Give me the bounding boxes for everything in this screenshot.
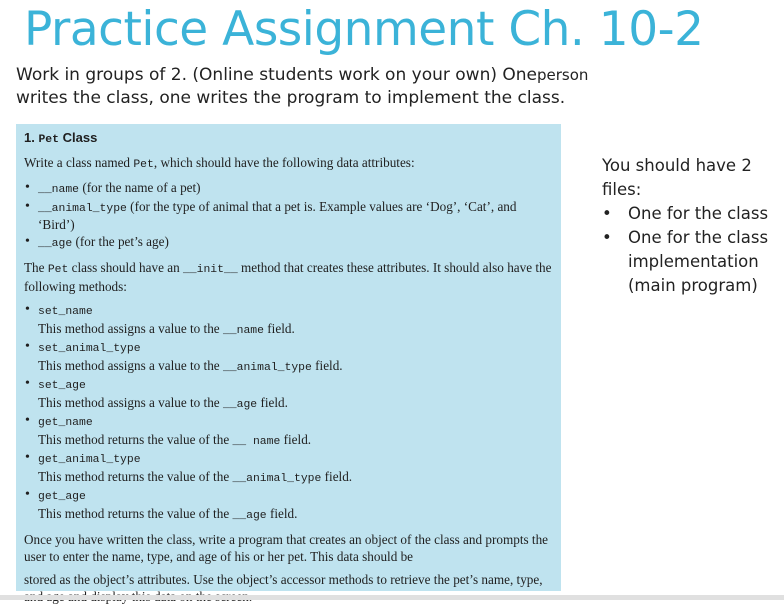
side-note-list (602, 202, 772, 298)
instructions-text-line2: writes the class, one writes the program to implement the class. (16, 88, 566, 108)
list-item: • One for the class implementation (main program) (602, 226, 772, 298)
attr-text: (for the pet’s age) (72, 233, 169, 249)
heading-number: 1. (24, 130, 35, 145)
page-title: Practice Assignment Ch. 10-2 (24, 2, 704, 57)
method-desc (38, 506, 556, 525)
text: method that creates these attributes. It should also have the following methods: (24, 260, 552, 294)
code: __init__ (182, 264, 238, 276)
code: __age (222, 398, 258, 411)
method-name: set_name (38, 306, 93, 318)
method-name: set_animal_type (38, 343, 141, 355)
list-item (24, 339, 556, 376)
heading-code: Pet (38, 134, 59, 146)
attr-text: (for the type of animal that a pet is. Example values are ‘Dog’, ‘Cat’, and ‘Bird’) (38, 198, 517, 232)
textbook-excerpt (16, 124, 561, 591)
list-item (24, 413, 556, 450)
text: field. (315, 357, 343, 373)
method-desc (38, 469, 556, 488)
code: Pet (47, 264, 69, 276)
method-desc (38, 395, 556, 414)
bottom-divider (0, 595, 784, 600)
list-item (24, 180, 556, 199)
excerpt-heading (24, 130, 556, 149)
method-name: set_age (38, 380, 86, 392)
instructions (16, 64, 656, 110)
code: __name (222, 324, 264, 337)
text: This method returns the value of the (38, 505, 230, 521)
list-item (24, 487, 556, 524)
text: field. (324, 468, 353, 484)
list-item (24, 302, 556, 339)
attr-code: __age (38, 237, 73, 250)
method-name: get_name (38, 417, 93, 429)
heading-word: Class (62, 130, 98, 145)
method-name: get_animal_type (38, 454, 141, 466)
text: , which should have the following data attributes: (153, 154, 415, 170)
side-note (602, 154, 772, 298)
instructions-text: Work in groups of 2. (Online students work on your own) One (16, 65, 537, 85)
text: field. (267, 320, 295, 336)
text: field. (269, 505, 298, 521)
method-name: get_age (38, 491, 86, 503)
text: field. (283, 431, 312, 447)
text: This method returns the value of the (38, 431, 230, 447)
code: __ name (232, 435, 281, 448)
list-item: • One for the class (602, 202, 772, 226)
method-desc (38, 358, 556, 377)
list-item (24, 376, 556, 413)
text: This method returns the value of the (38, 468, 230, 484)
code: __age (232, 509, 267, 522)
attribute-list (24, 180, 556, 252)
text: class should have an (71, 260, 180, 275)
attr-text: (for the name of a pet) (79, 180, 201, 195)
text: field. (260, 394, 288, 410)
list-item (24, 199, 556, 234)
paragraph-accessors: stored as the object’s attributes. Use the object’s accessor methods to retrieve the pet’s name, type, (24, 572, 543, 587)
list-item (24, 234, 556, 253)
attr-code: __animal_type (38, 202, 127, 215)
code: __animal_type (222, 361, 312, 374)
paragraph-methods-intro (24, 260, 556, 295)
method-desc (38, 321, 556, 340)
method-desc (38, 432, 556, 451)
paragraph-program: Once you have written the class, write a program that creates an object of the class and prompts the user to enter the name, type, and age of his or her pet. This data should be (24, 532, 549, 564)
list-item (24, 450, 556, 487)
paragraph-attributes-intro (24, 155, 556, 174)
method-list (24, 302, 556, 524)
code: Pet (133, 158, 154, 171)
text: This method assigns a value to the (38, 320, 220, 336)
attr-code: __name (38, 184, 80, 196)
text: This method assigns a value to the (38, 357, 220, 373)
text: Write a class named (24, 154, 131, 170)
text: The (24, 260, 45, 275)
instructions-small-text: person (537, 66, 589, 84)
side-note-lead: You should have 2 files: (602, 156, 752, 199)
text: This method assigns a value to the (38, 394, 220, 410)
code: __animal_type (232, 472, 322, 485)
